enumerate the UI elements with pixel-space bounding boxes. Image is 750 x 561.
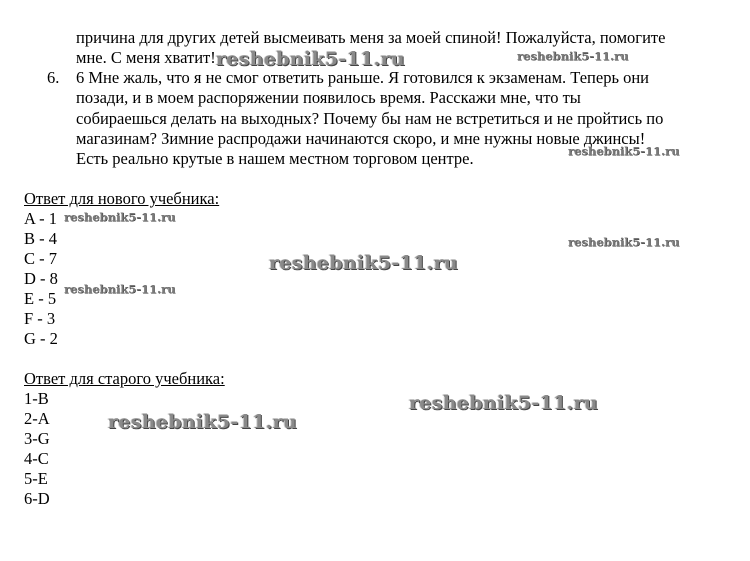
new-answer-item: F - 3 (24, 309, 56, 328)
item6-line-4: магазинам? Зимние распродажи начинаются скоро, и мне нужны новые джинсы! (76, 129, 646, 148)
new-answer-item: E - 5 (24, 289, 57, 308)
new-answer-item: D - 8 (24, 269, 58, 288)
old-answer-item: 1-B (24, 389, 49, 408)
paragraph-line-2: мне. С меня хватит! (76, 48, 216, 67)
new-answer-item: B - 4 (24, 229, 57, 248)
paragraph-line-1: причина для других детей высмеивать меня за моей спиной! Пожалуйста, помогите (76, 28, 666, 47)
watermark: reshebnik5-11.ru (108, 411, 297, 433)
old-answer-item: 3-G (24, 429, 50, 448)
new-textbook-heading: Ответ для нового учебника: (24, 189, 220, 208)
list-item-number: 6. (47, 68, 60, 87)
old-answer-item: 2-A (24, 409, 50, 428)
item6-line-2: позади, и в моем распоряжении появилось время. Расскажи мне, что ты (76, 88, 581, 107)
new-answer-item: A - 1 (24, 209, 57, 228)
new-answer-item: C - 7 (24, 249, 57, 268)
watermark: reshebnik5-11.ru (568, 235, 680, 249)
item6-line-3: собираешься делать на выходных? Почему бы нам не встретиться и не пройтись по (76, 109, 664, 128)
watermark: reshebnik5-11.ru (517, 49, 629, 63)
item6-line-5: Есть реально крутые в нашем местном торговом центре. (76, 149, 474, 168)
watermark: reshebnik5-11.ru (64, 282, 176, 296)
watermark: reshebnik5-11.ru (269, 252, 458, 274)
watermark: reshebnik5-11.ru (64, 210, 176, 224)
old-answer-item: 5-E (24, 469, 48, 488)
item6-line-1: 6 Мне жаль, что я не смог ответить раньше. Я готовился к экзаменам. Теперь они (76, 68, 650, 87)
old-textbook-heading: Ответ для старого учебника: (24, 369, 225, 388)
new-answer-item: G - 2 (24, 329, 58, 348)
watermark: reshebnik5-11.ru (568, 144, 680, 158)
watermark: reshebnik5-11.ru (216, 48, 405, 70)
old-answer-item: 6-D (24, 489, 50, 508)
watermark: reshebnik5-11.ru (409, 392, 598, 414)
old-answer-item: 4-C (24, 449, 49, 468)
